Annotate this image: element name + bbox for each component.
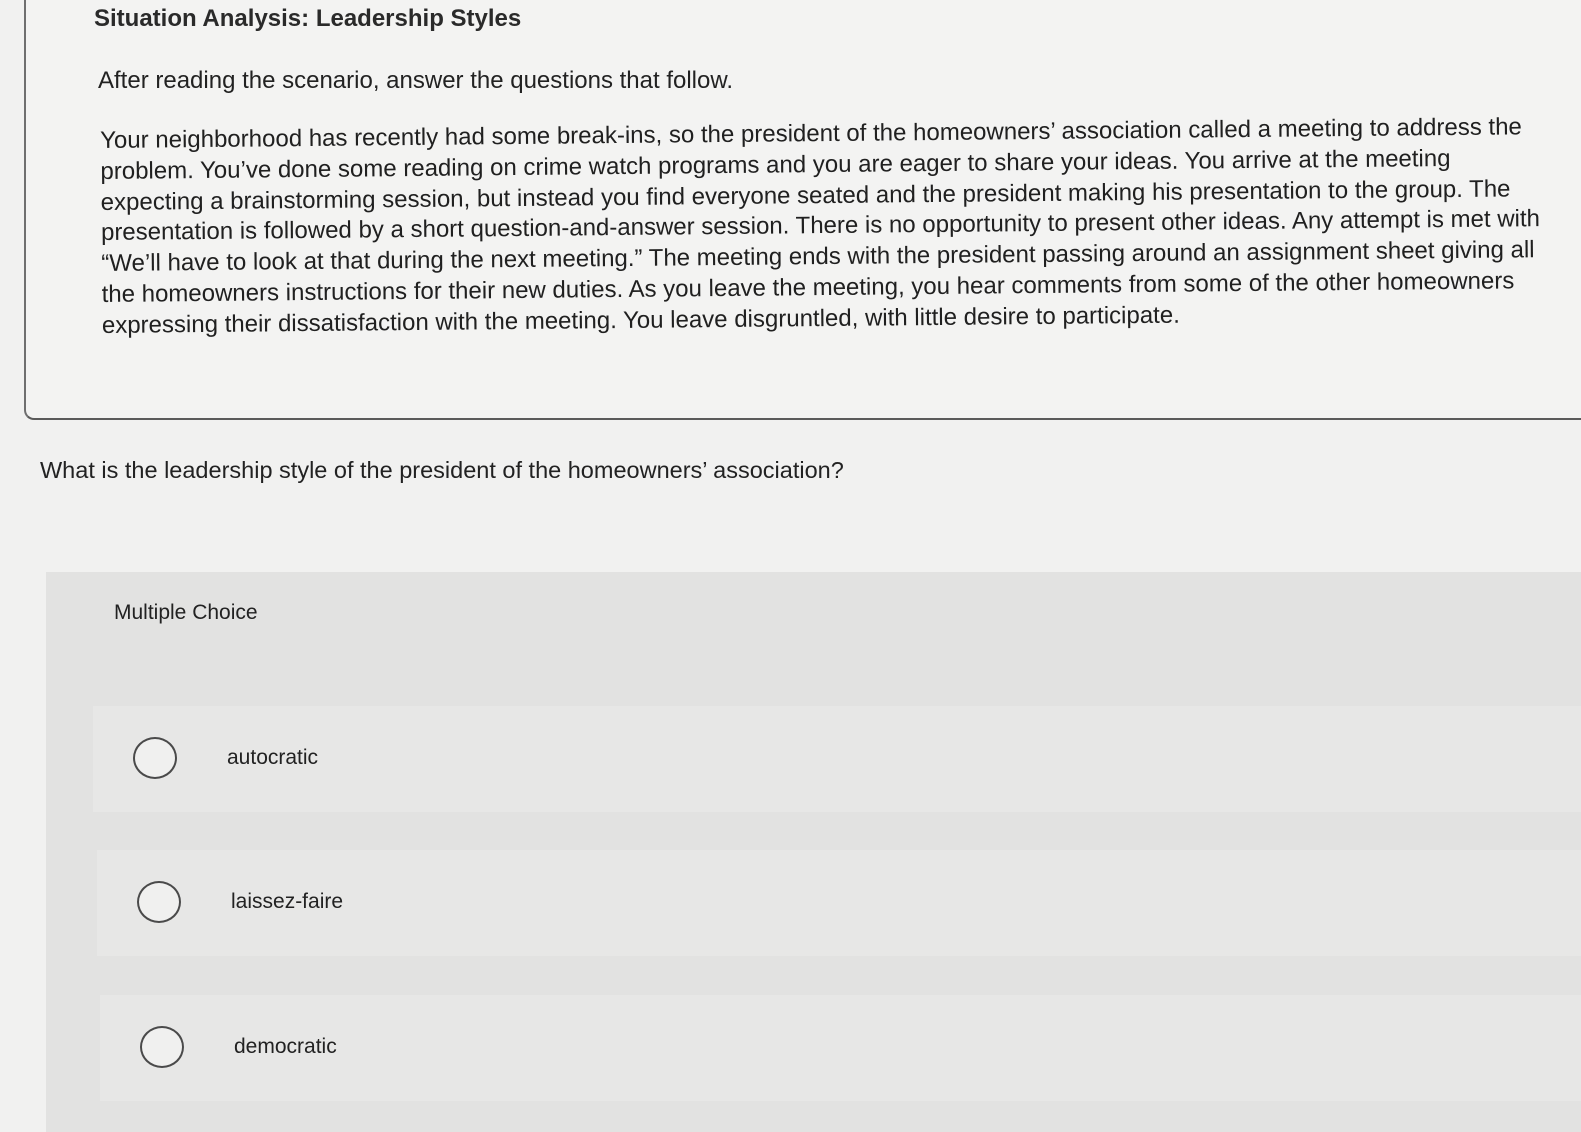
option-label: autocratic bbox=[227, 746, 319, 769]
scenario-heading: Situation Analysis: Leadership Styles bbox=[94, 5, 522, 32]
multiple-choice-panel bbox=[46, 572, 1581, 1132]
scenario-panel bbox=[24, 0, 1581, 420]
radio-button[interactable] bbox=[140, 1026, 184, 1068]
option-laissez-faire[interactable] bbox=[97, 850, 1581, 956]
option-democratic[interactable] bbox=[100, 995, 1581, 1101]
radio-button[interactable] bbox=[133, 737, 177, 779]
option-autocratic[interactable] bbox=[93, 706, 1581, 812]
scenario-text: Your neighborhood has recently had some break-ins, so the president of the homeowners’ association called a meeting to address the problem. You’ve done some reading on crime watch programs and you are eager to share your ideas. You arrive at the meeting expecting a brainstorming session, but instead you find everyone seated and the president making his presentation to the group. The presentation is followed by a short question-and-answer session. There is no opportunity to present other ideas. Any attempt is met with “We’ll have to look at that during the next meeting.” The meeting ends with the president passing around an assignment sheet giving all the homeowners instructions for their new duties. As you leave the meeting, you hear comments from some of the other homeowners expressing their dissatisfaction with the meeting. You leave disgruntled, with little desire to participate. bbox=[100, 113, 1541, 339]
radio-button[interactable] bbox=[137, 881, 181, 923]
option-label: laissez-faire bbox=[231, 890, 344, 913]
scenario-instructions: After reading the scenario, answer the questions that follow. bbox=[98, 67, 734, 94]
option-label: democratic bbox=[234, 1035, 337, 1058]
question-text: What is the leadership style of the president of the homeowners’ association? bbox=[40, 457, 844, 483]
multiple-choice-label: Multiple Choice bbox=[114, 601, 258, 624]
